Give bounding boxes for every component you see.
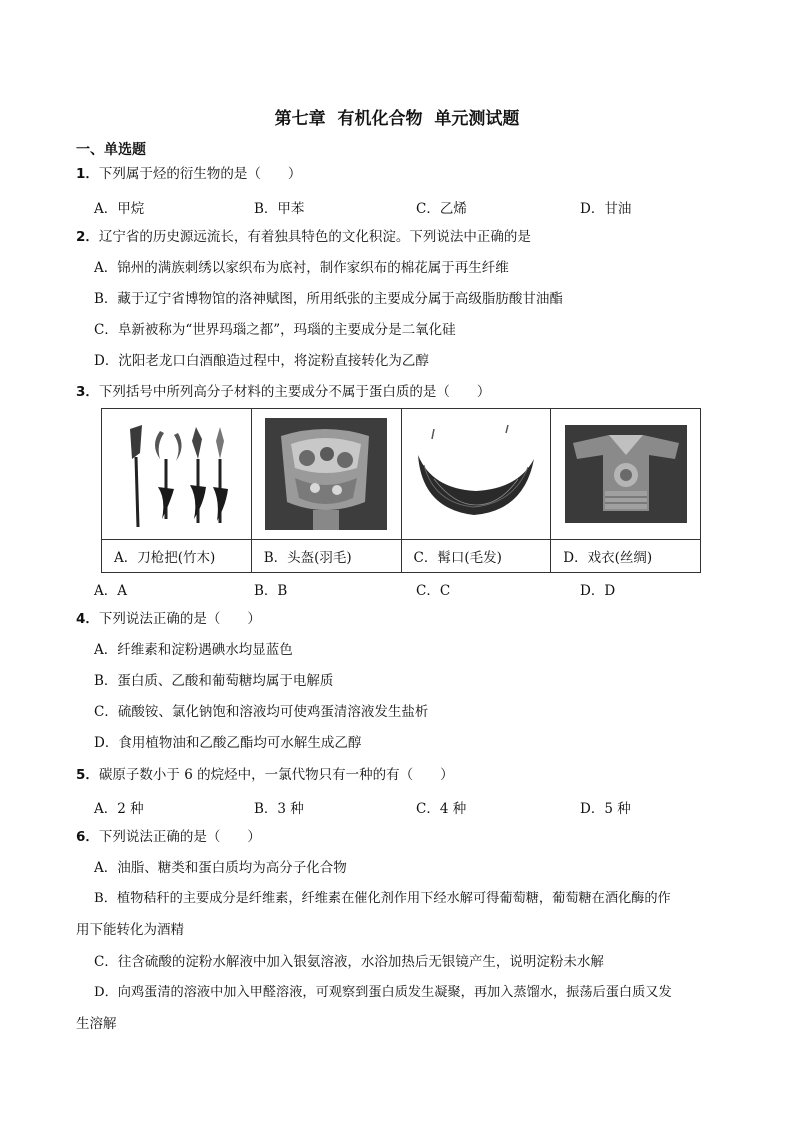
page-title: 第七章 有机化合物 单元测试题 — [274, 109, 520, 129]
robe-image — [565, 425, 687, 523]
question-3-options — [94, 579, 734, 597]
option-c: C．C — [416, 583, 451, 599]
question-6 — [76, 828, 261, 846]
option-a: A．甲烷 — [94, 201, 145, 217]
question-text: 碳原子数小于 6 的烷烃中，一氯代物只有一种的有（ ） — [98, 767, 454, 783]
caption-d: D．戏衣(丝绸) — [551, 540, 701, 573]
section-heading: 一、单选题 — [76, 142, 146, 158]
option-b: B．甲苯 — [254, 201, 305, 217]
question-number: 6． — [76, 829, 99, 845]
question-5 — [76, 766, 454, 784]
option-b: B．B — [254, 583, 288, 599]
option-b-continued: 用下能转化为酒精 — [76, 922, 184, 938]
option-d: D．甘油 — [580, 201, 632, 217]
question-text: 下列说法正确的是（ ） — [98, 611, 261, 627]
option-c: C．往含硫酸的淀粉水解液中加入银氨溶液，水浴加热后无银镜产生，说明淀粉未水解 — [94, 954, 604, 970]
question-3 — [76, 383, 490, 401]
option-a: A．油脂、糖类和蛋白质均为高分子化合物 — [94, 860, 347, 876]
helmet-image — [265, 418, 387, 530]
image-cell-a — [102, 409, 252, 540]
question-1-options — [94, 197, 734, 215]
option-c: C．阜新被称为“世界玛瑙之都”，玛瑙的主要成分是二氧化硅 — [94, 322, 456, 338]
option-d: D．D — [580, 583, 616, 599]
question-number: 2． — [76, 229, 99, 245]
option-b: B．植物秸秆的主要成分是纤维素，纤维素在催化剂作用下经水解可得葡萄糖，葡萄糖在酒化酶的作 — [94, 891, 671, 906]
question-1 — [76, 165, 301, 183]
option-a: A．锦州的满族刺绣以家织布为底衬，制作家织布的棉花属于再生纤维 — [94, 260, 509, 276]
question-text: 辽宁省的历史源远流长，有着独具特色的文化积淀。下列说法中正确的是 — [98, 229, 531, 245]
option-d: D．沈阳老龙口白酒酿造过程中，将淀粉直接转化为乙醇 — [94, 353, 429, 369]
caption-a: A．刀枪把(竹木) — [102, 540, 252, 573]
beard-image — [414, 419, 538, 529]
option-c: C．4 种 — [416, 801, 467, 817]
option-b: B．蛋白质、乙酸和葡萄糖均属于电解质 — [94, 673, 334, 689]
weapons-image — [116, 419, 236, 529]
option-d: D．5 种 — [580, 801, 631, 817]
image-cell-d — [551, 409, 701, 540]
option-a: A．A — [94, 583, 127, 599]
caption-c: C．髯口(毛发) — [401, 540, 551, 573]
image-cell-c — [401, 409, 551, 540]
question-text: 下列属于烃的衍生物的是（ ） — [98, 166, 302, 182]
question-number: 3． — [76, 384, 99, 400]
question-number: 4． — [76, 611, 99, 627]
image-table — [101, 408, 701, 573]
question-text: 下列括号中所列高分子材料的主要成分不属于蛋白质的是（ ） — [98, 384, 491, 400]
caption-b: B．头盔(羽毛) — [251, 540, 401, 573]
question-number: 1． — [76, 166, 99, 182]
question-text: 下列说法正确的是（ ） — [98, 829, 261, 845]
question-5-options — [94, 797, 734, 815]
question-4 — [76, 610, 261, 628]
option-d: D．食用植物油和乙酸乙酯均可水解生成乙醇 — [94, 735, 362, 751]
option-a: A．2 种 — [94, 801, 144, 817]
option-d-continued: 生溶解 — [76, 1016, 117, 1032]
option-a: A．纤维素和淀粉遇碘水均显蓝色 — [94, 642, 293, 658]
question-number: 5． — [76, 767, 99, 783]
option-d: D．向鸡蛋清的溶液中加入甲醛溶液，可观察到蛋白质发生凝聚，再加入蒸馏水，振荡后蛋白质又发 — [94, 985, 672, 1000]
option-c: C．硫酸铵、氯化钠饱和溶液均可使鸡蛋清溶液发生盐析 — [94, 704, 429, 720]
option-c: C．乙烯 — [416, 201, 467, 217]
option-b: B．藏于辽宁省博物馆的洛神赋图，所用纸张的主要成分属于高级脂肪酸甘油酯 — [94, 291, 563, 307]
question-2 — [76, 228, 531, 246]
option-b: B．3 种 — [254, 801, 304, 817]
image-cell-b — [251, 409, 401, 540]
